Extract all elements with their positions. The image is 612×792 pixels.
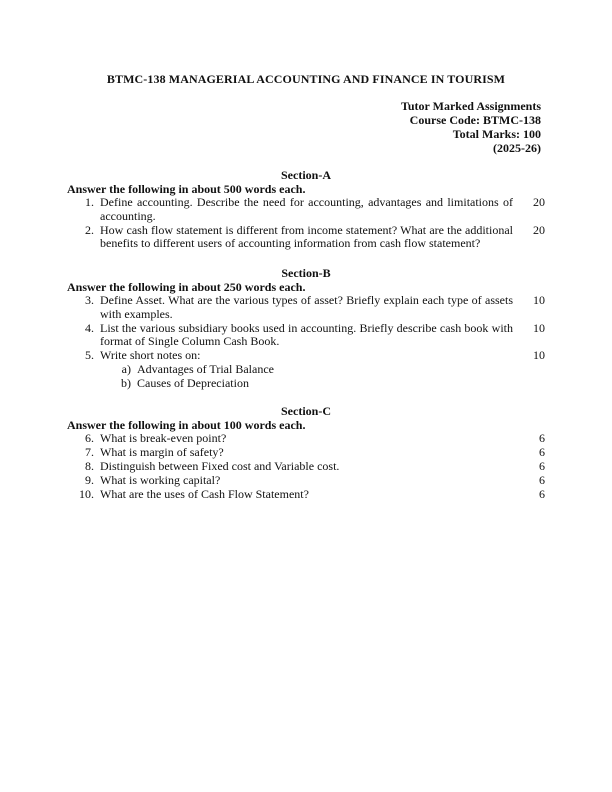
question-list bbox=[67, 432, 545, 502]
question-text: Define accounting. Describe the need for accounting, advantages and limitations of accounting. bbox=[100, 195, 513, 223]
session-year: (2025-26) bbox=[493, 141, 541, 155]
question-marks: 6 bbox=[539, 459, 545, 473]
question-marks: 10 bbox=[533, 320, 545, 335]
question-marks: 20 bbox=[533, 222, 545, 237]
question-item bbox=[67, 349, 545, 363]
question-item bbox=[67, 196, 545, 223]
question-text bbox=[94, 349, 513, 363]
question-number: 3. bbox=[85, 293, 94, 307]
section-instruction: Answer the following in about 500 words each. bbox=[67, 182, 306, 196]
sub-question-text: Advantages of Trial Balance bbox=[137, 362, 274, 376]
section-instruction: Answer the following in about 250 words each. bbox=[67, 280, 306, 294]
question-number: 7. bbox=[85, 445, 94, 459]
question-number: 2. bbox=[85, 222, 94, 237]
question-number: 8. bbox=[85, 459, 94, 473]
question-number: 1. bbox=[85, 195, 94, 209]
total-marks: Total Marks: 100 bbox=[452, 127, 541, 141]
question-text: What is working capital? bbox=[100, 473, 221, 487]
section-title: Section-A bbox=[281, 168, 331, 182]
question-number: 4. bbox=[85, 320, 94, 335]
question-text: What is break-even point? bbox=[100, 431, 227, 445]
question-number: 6. bbox=[85, 431, 94, 445]
question-marks: 6 bbox=[539, 487, 545, 501]
question-item bbox=[67, 446, 545, 460]
question-item bbox=[67, 474, 545, 488]
question-text: List the various subsidiary books used in accounting. Briefly describe cash book with format of Single Column Cash Book. bbox=[100, 320, 513, 348]
question-number: 9. bbox=[85, 473, 94, 487]
question-number: 5. bbox=[85, 348, 94, 362]
course-code: Course Code: BTMC-138 bbox=[409, 113, 541, 127]
section-a bbox=[67, 168, 545, 251]
assignment-meta bbox=[401, 99, 541, 155]
question-marks: 6 bbox=[539, 431, 545, 445]
question-list bbox=[67, 196, 545, 251]
question-marks: 20 bbox=[533, 195, 545, 209]
question-text: What is margin of safety? bbox=[100, 445, 224, 459]
question-item bbox=[67, 294, 545, 321]
sub-question-text: Causes of Depreciation bbox=[137, 375, 249, 390]
section-title: Section-B bbox=[281, 266, 331, 280]
question-list bbox=[67, 294, 545, 363]
question-text: Distinguish between Fixed cost and Variable cost. bbox=[100, 459, 340, 473]
sub-question-label: a) bbox=[121, 362, 131, 376]
section-title: Section-C bbox=[281, 404, 331, 418]
question-item bbox=[67, 432, 545, 446]
sub-question-list bbox=[67, 363, 545, 390]
sub-question-label: b) bbox=[121, 375, 131, 390]
question-text: What are the uses of Cash Flow Statement? bbox=[100, 487, 309, 501]
sub-question-item bbox=[67, 377, 545, 391]
question-text-main: Write short notes on: bbox=[100, 348, 201, 362]
section-b bbox=[67, 266, 545, 390]
section-c bbox=[67, 404, 545, 502]
question-item bbox=[67, 322, 545, 349]
section-instruction: Answer the following in about 100 words each. bbox=[67, 418, 306, 432]
question-marks: 10 bbox=[533, 348, 545, 362]
document-title: BTMC-138 MANAGERIAL ACCOUNTING AND FINANCE IN TOURISM bbox=[106, 72, 506, 86]
question-marks: 6 bbox=[539, 473, 545, 487]
question-marks: 6 bbox=[539, 445, 545, 459]
question-text: Define Asset. What are the various types of asset? Briefly explain each type of assets with examples. bbox=[100, 293, 513, 321]
question-item bbox=[67, 460, 545, 474]
question-item bbox=[67, 224, 545, 251]
question-marks: 10 bbox=[533, 293, 545, 307]
assignment-type: Tutor Marked Assignments bbox=[400, 99, 541, 113]
question-text: How cash flow statement is different from income statement? What are the additional benefits to different users of accounting information from cash flow statement? bbox=[100, 222, 513, 250]
question-item bbox=[67, 488, 545, 502]
sub-question-item bbox=[67, 363, 545, 377]
question-number: 10. bbox=[79, 487, 94, 501]
